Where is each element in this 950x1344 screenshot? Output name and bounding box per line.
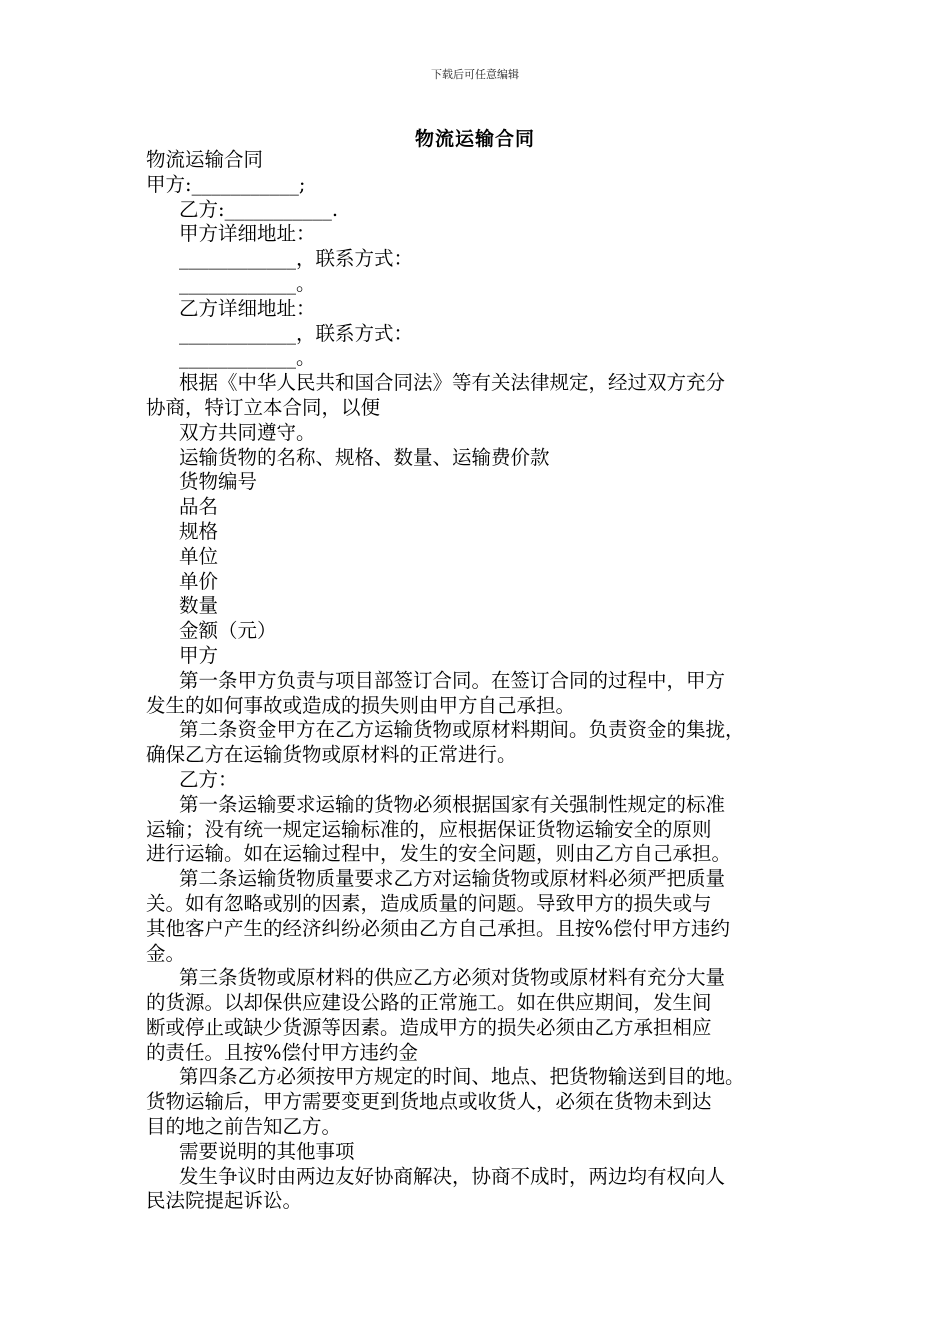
text-line: 运输货物的名称、规格、数量、运输费价款 <box>179 445 550 469</box>
text-line: 第四条乙方必须按甲方规定的时间、地点、把货物输送到目的地。 <box>179 1065 745 1089</box>
text-line: 第一条甲方负责与项目部签订合同。在签订合同的过程中，甲方 <box>179 668 726 692</box>
document-body <box>146 148 816 1214</box>
text-line: 双方共同遵守。 <box>179 420 316 444</box>
text-line: ____________。 <box>179 271 316 295</box>
text-line: 单价 <box>179 569 219 593</box>
text-line: 乙方详细地址： <box>179 296 316 320</box>
text-line: 物流运输合同 <box>146 148 264 171</box>
text-line: 甲方详细地址： <box>179 222 316 246</box>
text-line: 数量 <box>179 594 219 618</box>
text-line: 甲方:___________; <box>146 172 306 196</box>
text-line: ____________，联系方式： <box>179 247 414 271</box>
text-line: 乙方:___________. <box>179 197 339 221</box>
text-line: ____________。 <box>179 346 316 370</box>
text-line: 第一条运输要求运输的货物必须根据国家有关强制性规定的标准 <box>179 792 726 816</box>
text-line: 发生的如何事故或造成的损失则由甲方自己承担。 <box>146 693 576 717</box>
text-line: ____________，联系方式： <box>179 321 414 345</box>
text-line: 金额（元） <box>179 619 277 643</box>
text-line: 确保乙方在运输货物或原材料的正常进行。 <box>146 743 517 767</box>
text-line: 第三条货物或原材料的供应乙方必须对货物或原材料有充分大量 <box>179 966 726 990</box>
text-line: 需要说明的其他事项 <box>179 1139 355 1163</box>
text-line: 发生争议时由两边友好协商解决，协商不成时，两边均有权向人 <box>179 1164 726 1188</box>
text-line: 根据《中华人民共和国合同法》等有关法律规定，经过双方充分 <box>179 371 726 395</box>
text-line: 民法院提起诉讼。 <box>146 1189 303 1213</box>
text-line: 协商，特订立本合同，以便 <box>146 395 381 419</box>
text-line: 断或停止或缺少货源等因素。造成甲方的损失必须由乙方承担相应 <box>146 1015 712 1039</box>
text-line: 目的地之前告知乙方。 <box>146 1115 342 1139</box>
text-line: 运输；没有统一规定运输标准的，应根据保证货物运输安全的原则 <box>146 817 712 841</box>
text-line: 单位 <box>179 544 219 568</box>
text-line: 的货源。以却保供应建设公路的正常施工。如在供应期间，发生间 <box>146 991 712 1015</box>
text-line: 甲方 <box>179 643 219 667</box>
text-line: 货物编号 <box>179 470 258 494</box>
text-line: 货物运输后，甲方需要变更到货地点或收货人，必须在货物未到达 <box>146 1090 712 1114</box>
text-line: 金。 <box>146 941 186 965</box>
text-line: 第二条运输货物质量要求乙方对运输货物或原材料必须严把质量 <box>179 867 726 891</box>
text-line: 其他客户产生的经济纠纷必须由乙方自己承担。且按%偿付甲方违约 <box>146 916 731 940</box>
text-line: 乙方： <box>179 767 238 791</box>
document-title: 物流运输合同 <box>414 128 535 150</box>
text-line: 品名 <box>179 495 219 519</box>
text-line: 规格 <box>179 519 219 543</box>
text-line: 进行运输。如在运输过程中，发生的安全问题，则由乙方自己承担。 <box>146 842 732 866</box>
text-line: 第二条资金甲方在乙方运输货物或原材料期间。负责资金的集拢， <box>179 718 745 742</box>
page-header: 下载后可任意编辑 <box>431 68 519 81</box>
text-line: 的责任。且按%偿付甲方违约金 <box>146 1040 419 1064</box>
text-line: 关。如有忽略或别的因素，造成质量的问题。导致甲方的损失或与 <box>146 891 712 915</box>
